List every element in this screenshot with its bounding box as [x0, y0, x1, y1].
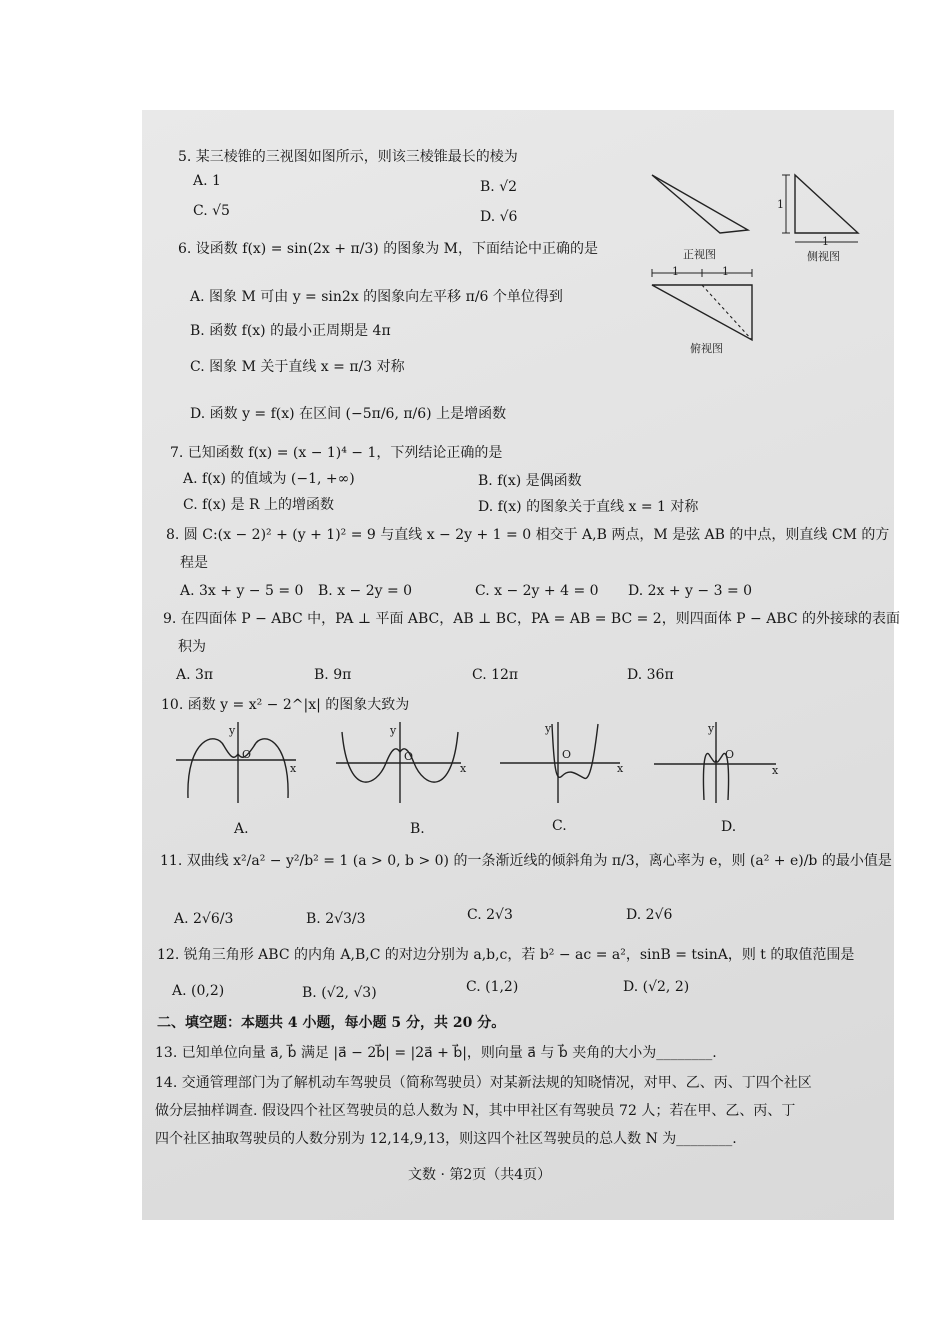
q12-option-a: A. (0,2) [172, 983, 225, 999]
graph-c-x: x [617, 762, 624, 775]
graph-d-origin: O [725, 748, 735, 761]
q8-stem-line2: 程是 [180, 555, 208, 571]
q9-stem-line2: 积为 [178, 639, 206, 655]
graph-b-label: B. [410, 821, 425, 837]
top-view-shape [652, 285, 752, 340]
q6-stem: 6. 设函数 f(x) = sin(2x + π/3) 的图象为 M，下面结论中正确的是 [178, 241, 598, 257]
graph-c-label: C. [552, 818, 567, 834]
q13-stem: 13. 已知单位向量 a⃗, b⃗ 满足 |a⃗ − 2b⃗| = |2a⃗ + b⃗|，则向量 a⃗ 与 b⃗ 夹角的大小为________. [155, 1045, 717, 1061]
q9-option-a: A. 3π [176, 667, 214, 683]
q5-option-a: A. 1 [193, 173, 221, 189]
q10-stem: 10. 函数 y = x² − 2^|x| 的图象大致为 [161, 697, 410, 713]
q9-option-c: C. 12π [472, 667, 519, 683]
q5-stem: 5. 某三棱锥的三视图如图所示，则该三棱锥最长的棱为 [178, 149, 518, 165]
graph-d-y: y [708, 722, 715, 735]
graph-a-y: y [229, 724, 236, 737]
q7-option-b: B. f(x) 是偶函数 [478, 473, 582, 489]
q9-option-d: D. 36π [627, 667, 674, 683]
q8-option-b: B. x − 2y = 0 [318, 583, 413, 599]
q5-option-b: B. √2 [480, 179, 518, 195]
side-view-label: 侧视图 [807, 250, 840, 263]
q5-option-c: C. √5 [193, 203, 230, 219]
top-dim-left: 1 [672, 265, 679, 278]
graph-a [176, 718, 306, 803]
graph-c-origin: O [562, 748, 572, 761]
graph-c-y: y [545, 722, 552, 735]
q7-option-c: C. f(x) 是 R 上的增函数 [183, 497, 335, 513]
graph-b-x: x [460, 762, 467, 775]
page-footer: 文数 · 第2页（共4页） [408, 1167, 552, 1183]
q6-option-a: A. 图象 M 可由 y = sin2x 的图象向左平移 π/6 个单位得到 [190, 289, 563, 305]
graph-b-origin: O [404, 750, 414, 763]
q14-line2: 做分层抽样调查. 假设四个社区驾驶员的总人数为 N，其中甲社区有驾驶员 72 人；若在甲、乙、丙、丁 [155, 1103, 796, 1119]
front-view-label: 正视图 [683, 248, 716, 261]
q9-option-b: B. 9π [314, 667, 352, 683]
q12-option-d: D. (√2, 2) [623, 979, 690, 995]
side-dim-width: 1 [822, 235, 829, 248]
front-view-shape [652, 175, 748, 233]
graph-d [654, 718, 784, 803]
q12-option-c: C. (1,2) [466, 979, 519, 995]
section-2-heading: 二、填空题：本题共 4 小题，每小题 5 分，共 20 分。 [157, 1015, 506, 1031]
graph-a-origin: O [242, 748, 252, 761]
q8-stem-line1: 8. 圆 C:(x − 2)² + (y + 1)² = 9 与直线 x − 2y + 1 = 0 相交于 A,B 两点，M 是弦 AB 的中点，则直线 CM 的方 [166, 527, 890, 543]
q11-option-b: B. 2√3/3 [306, 911, 366, 927]
q12-option-b: B. (√2, √3) [302, 985, 377, 1001]
q11-option-d: D. 2√6 [626, 907, 673, 923]
top-view-label: 俯视图 [690, 342, 723, 355]
side-dim-height: 1 [777, 198, 784, 211]
q12-stem: 12. 锐角三角形 ABC 的内角 A,B,C 的对边分别为 a,b,c，若 b² − ac = a²，sinB = tsinA，则 t 的取值范围是 [157, 947, 855, 963]
graph-b-y: y [390, 724, 397, 737]
q8-option-d: D. 2x + y − 3 = 0 [628, 583, 753, 599]
q8-option-a: A. 3x + y − 5 = 0 [180, 583, 304, 599]
q5-option-d: D. √6 [480, 209, 518, 225]
q14-line1: 14. 交通管理部门为了解机动车驾驶员（简称驾驶员）对某新法规的知晓情况，对甲、乙、丙、丁四个社区 [155, 1075, 812, 1091]
graph-d-label: D. [721, 819, 737, 835]
q14-line3: 四个社区抽取驾驶员的人数分别为 12,14,9,13，则这四个社区驾驶员的总人数 N 为________. [155, 1131, 737, 1147]
graph-a-x: x [290, 762, 297, 775]
side-view-shape [795, 175, 858, 233]
q9-stem-line1: 9. 在四面体 P − ABC 中，PA ⊥ 平面 ABC，AB ⊥ BC，PA = AB = BC = 2，则四面体 P − ABC 的外接球的表面 [163, 611, 901, 627]
q7-stem: 7. 已知函数 f(x) = (x − 1)⁴ − 1，下列结论正确的是 [170, 445, 503, 461]
q7-option-d: D. f(x) 的图象关于直线 x = 1 对称 [478, 499, 699, 515]
graph-a-label: A. [234, 821, 249, 837]
q11-stem: 11. 双曲线 x²/a² − y²/b² = 1 (a > 0, b > 0) 的一条渐近线的倾斜角为 π/3，离心率为 e，则 (a² + e)/b 的最小值是 [160, 853, 892, 869]
q11-option-a: A. 2√6/3 [174, 911, 234, 927]
graph-c-curve [552, 724, 598, 778]
q6-option-c: C. 图象 M 关于直线 x = π/3 对称 [190, 359, 405, 375]
q6-option-d: D. 函数 y = f(x) 在区间 (−5π/6, π/6) 上是增函数 [190, 406, 507, 422]
q8-option-c: C. x − 2y + 4 = 0 [475, 583, 599, 599]
q7-option-a: A. f(x) 的值域为 (−1, +∞) [183, 471, 355, 487]
q11-option-c: C. 2√3 [467, 907, 513, 923]
q6-option-b: B. 函数 f(x) 的最小正周期是 4π [190, 323, 391, 339]
top-dim-right: 1 [722, 265, 729, 278]
graph-d-x: x [772, 764, 779, 777]
